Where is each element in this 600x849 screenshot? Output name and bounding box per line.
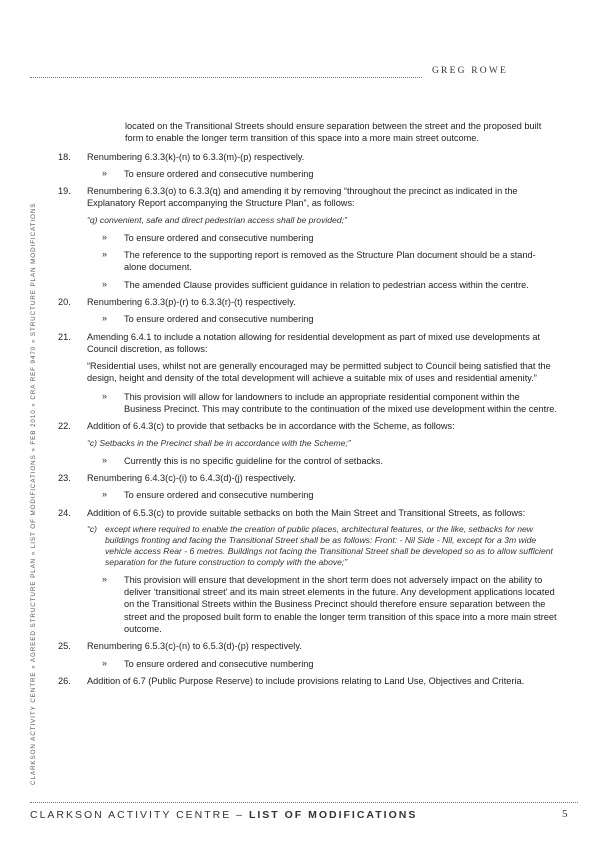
bullet-text: To ensure ordered and consecutive numbering bbox=[124, 490, 314, 501]
item-number: 26. bbox=[58, 675, 71, 686]
bullet-marker: » bbox=[102, 573, 108, 584]
rationale-bullet bbox=[87, 232, 558, 244]
item-number: 21. bbox=[58, 331, 71, 342]
bullet-marker: » bbox=[102, 167, 108, 178]
item-number: 19. bbox=[58, 186, 71, 197]
item-number: 22. bbox=[58, 421, 71, 432]
bullet-marker: » bbox=[102, 454, 108, 465]
modification-item bbox=[58, 675, 558, 687]
bullet-marker: » bbox=[102, 390, 108, 401]
modification-item bbox=[58, 420, 558, 467]
item-text: Renumbering 6.4.3(c)-(i) to 6.4.3(d)-(j) respectively. bbox=[87, 472, 296, 483]
item-number: 23. bbox=[58, 472, 71, 483]
item-text: Amending 6.4.1 to include a notation allowing for residential development as part of mixed use developments at Council discretion, as follows: bbox=[87, 331, 541, 354]
clause-body: except where required to enable the creation of public places, architectural features, or the like, setbacks for new buildings fronting and facing the Transitional Street shall be as follows: Front: - Nil Side - Nil, except for a 3m wide vehicle access Rear - 6 metres. Buildings not facing the Transitional Street shall be developed so as to allow sufficient separation for the future construction to comply with the above;” bbox=[105, 523, 553, 567]
bullet-marker: » bbox=[102, 249, 108, 260]
rationale-bullet bbox=[87, 249, 558, 274]
rationale-bullet bbox=[87, 489, 558, 501]
modification-item bbox=[58, 185, 558, 291]
clause-label: “c) bbox=[87, 523, 98, 534]
side-running-title: CLARKSON ACTIVITY CENTRE » AGREED STRUCTURE PLAN » LIST OF MODIFICATIONS » FEB 2010 » CRA REF 9470 » STRUCTURE PLAN MODIFICATIONS bbox=[30, 202, 37, 785]
modification-item bbox=[58, 296, 558, 326]
bullet-text: Currently this is no specific guideline for the control of setbacks. bbox=[124, 455, 383, 466]
bullet-text: This provision will allow for landowners to include an appropriate residential component within the Business Precinct. This may contribute to the continuation of the mixed use development within the centre. bbox=[124, 391, 557, 415]
author-name: GREG ROWE bbox=[432, 66, 509, 76]
item-text: Addition of 6.4.3(c) to provide that setbacks be in accordance with the Scheme, as follows: bbox=[87, 421, 455, 432]
rationale-bullet bbox=[87, 455, 558, 467]
rationale-bullet bbox=[87, 279, 558, 291]
bullet-text: To ensure ordered and consecutive numbering bbox=[124, 168, 314, 179]
bullet-marker: » bbox=[102, 657, 108, 668]
rationale-bullet bbox=[87, 168, 558, 180]
item-number: 20. bbox=[58, 296, 71, 307]
modification-item bbox=[58, 331, 558, 416]
bullet-text: This provision will ensure that development in the short term does not adversely impact on the ability to deliver ‘transitional street’ and its main street elements in the future. Any development applications located on the Transitional Streets within the Business Precinct should therefore ensure separation between the street and the proposed built form to enable the longer term transition of this space into a more main street outcome. bbox=[124, 574, 557, 635]
rationale-bullet bbox=[87, 574, 558, 635]
bullet-text: To ensure ordered and consecutive numbering bbox=[124, 658, 314, 669]
rationale-bullet bbox=[87, 391, 558, 416]
bullet-text: To ensure ordered and consecutive numbering bbox=[124, 232, 314, 243]
bullet-marker: » bbox=[102, 313, 108, 324]
clause-quote bbox=[87, 524, 558, 568]
item-text: Renumbering 6.5.3(c)-(n) to 6.5.3(d)-(p) respectively. bbox=[87, 641, 302, 652]
bullet-text: To ensure ordered and consecutive numbering bbox=[124, 314, 314, 325]
bullet-text: The reference to the supporting report is removed as the Structure Plan document should be a stand-alone document. bbox=[124, 250, 536, 273]
rationale-bullet bbox=[87, 658, 558, 670]
footer-title-light: CLARKSON ACTIVITY CENTRE – bbox=[30, 809, 249, 821]
item-text: Renumbering 6.3.3(p)-(r) to 6.3.3(r)-(t) respectively. bbox=[87, 296, 296, 307]
footer-title bbox=[30, 809, 417, 821]
item-number: 25. bbox=[58, 641, 71, 652]
modification-item bbox=[58, 151, 558, 181]
modification-item bbox=[58, 472, 558, 502]
clause-quote: “c) Setbacks in the Precinct shall be in accordance with the Scheme;” bbox=[87, 437, 351, 448]
footer-divider bbox=[30, 802, 578, 803]
footer-title-bold: LIST OF MODIFICATIONS bbox=[248, 809, 418, 821]
bullet-marker: » bbox=[102, 278, 108, 289]
item-text: Renumbering 6.3.3(k)-(n) to 6.3.3(m)-(p) respectively. bbox=[87, 151, 305, 162]
page-number: 5 bbox=[562, 808, 568, 820]
item-text: Addition of 6.7 (Public Purpose Reserve) to include provisions relating to Land Use, Objectives and Criteria. bbox=[87, 675, 525, 686]
modifications-list bbox=[58, 120, 558, 692]
header-divider bbox=[30, 77, 422, 78]
continuation-paragraph: located on the Transitional Streets should ensure separation between the street and the proposed built form to enable the longer term transition of this space into a more main street outcome. bbox=[125, 121, 542, 144]
item-number: 24. bbox=[58, 507, 71, 518]
item-number: 18. bbox=[58, 151, 71, 162]
bullet-marker: » bbox=[102, 231, 108, 242]
bullet-text: The amended Clause provides sufficient guidance in relation to pedestrian access within the centre. bbox=[124, 279, 529, 290]
clause-quote: “q) convenient, safe and direct pedestrian access shall be provided;” bbox=[87, 214, 347, 225]
item-text: Addition of 6.5.3(c) to provide suitable setbacks on both the Main Street and Transitional Streets, as follows: bbox=[87, 507, 526, 518]
modification-item bbox=[58, 640, 558, 670]
bullet-marker: » bbox=[102, 489, 108, 500]
item-text: Renumbering 6.3.3(o) to 6.3.3(q) and amending it by removing “throughout the precinct as indicated in the Explanatory Report accompanying the Structure Plan”, as follows: bbox=[87, 186, 518, 209]
clause-quote: “Residential uses, whilst not are generally encouraged may be permitted subject to Council being satisfied that the design, height and density of the total development will achieve a suitable mix of uses and residential amenity.” bbox=[87, 361, 551, 384]
rationale-bullet bbox=[87, 313, 558, 325]
modification-item bbox=[58, 507, 558, 636]
